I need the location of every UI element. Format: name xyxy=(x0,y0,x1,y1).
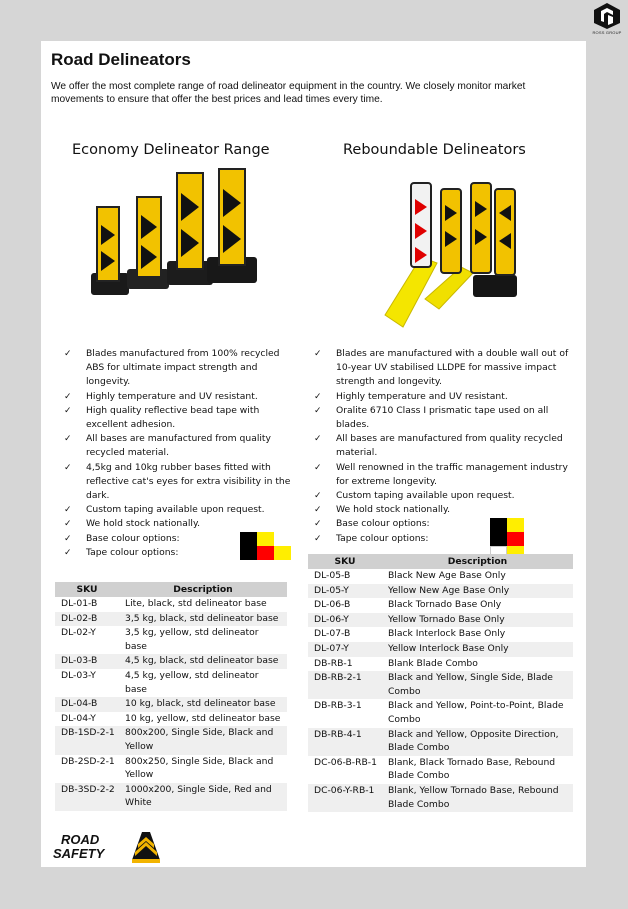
sku-cell: DC-06-Y-RB-1 xyxy=(308,784,382,812)
sku-cell: DL-01-B xyxy=(61,598,98,609)
check-icon: ✓ xyxy=(64,349,72,359)
sku-header: SKU xyxy=(308,554,382,569)
feature-text: All bases are manufactured from quality recycled material. xyxy=(336,433,563,459)
table-header-row xyxy=(308,554,573,569)
brand-logo xyxy=(588,2,626,38)
table-row xyxy=(308,657,573,672)
sku-cell: DL-06-B xyxy=(314,599,351,611)
list-item xyxy=(314,503,579,517)
feature-text: We hold stock nationally. xyxy=(336,504,451,516)
list-item xyxy=(314,532,579,546)
check-icon: ✓ xyxy=(314,519,322,530)
list-item xyxy=(314,432,579,460)
check-icon: ✓ xyxy=(64,391,72,402)
feature-text: Custom taping available upon request. xyxy=(86,504,265,516)
description-cell: Black Tornado Base Only xyxy=(388,599,502,611)
description-cell: Blank Blade Combo xyxy=(388,657,478,669)
list-item xyxy=(314,517,579,531)
check-icon: ✓ xyxy=(314,505,322,516)
table-header-row xyxy=(55,582,287,597)
list-item xyxy=(314,404,579,432)
feature-text: Tape colour options: xyxy=(336,532,429,544)
description-cell: Black Interlock Base Only xyxy=(388,628,506,640)
feature-text: All bases are manufactured from quality recycled material. xyxy=(86,433,271,459)
table-row xyxy=(55,726,287,754)
check-icon: ✓ xyxy=(64,519,72,530)
table-row xyxy=(308,671,573,699)
description-header: Description xyxy=(382,554,573,569)
table-row xyxy=(55,712,287,727)
check-icon: ✓ xyxy=(314,462,322,473)
sku-cell: DL-04-Y xyxy=(61,712,96,724)
base-colour-swatch-black xyxy=(240,532,257,546)
check-icon: ✓ xyxy=(314,349,322,359)
sku-header: SKU xyxy=(55,582,119,597)
table-row xyxy=(55,597,287,612)
description-cell: 10 kg, black, std delineator base xyxy=(119,697,287,712)
sku-cell: DL-04-B xyxy=(55,697,119,712)
tape-colour-swatch-black xyxy=(240,546,257,560)
sku-cell: DC-06-B-RB-1 xyxy=(314,756,377,768)
economy-delineators-image xyxy=(89,165,261,301)
description-cell: Yellow New Age Base Only xyxy=(382,584,573,599)
description-cell: 800x200, Single Side, Black and Yellow xyxy=(119,726,287,754)
feature-text: Well renowned in the traffic management industry for extreme longevity. xyxy=(336,461,568,487)
check-icon: ✓ xyxy=(314,391,322,402)
check-icon: ✓ xyxy=(64,462,72,473)
list-item xyxy=(64,461,294,504)
description-header: Description xyxy=(119,582,287,597)
feature-text: Base colour options: xyxy=(336,518,430,530)
check-icon: ✓ xyxy=(314,491,322,502)
reboundable-sku-table xyxy=(308,554,573,812)
check-icon: ✓ xyxy=(64,405,72,416)
list-item xyxy=(314,489,579,503)
description-cell: Lite, black, std delineator base xyxy=(125,598,267,609)
list-item xyxy=(64,503,294,517)
sku-cell: DL-07-B xyxy=(314,628,351,640)
description-cell: Yellow Tornado Base Only xyxy=(382,613,573,628)
table-row xyxy=(308,756,573,784)
reboundable-heading: Reboundable Delineators xyxy=(343,142,526,158)
page-title: Road Delineators xyxy=(51,50,191,69)
sku-cell: DL-02-B xyxy=(55,612,119,627)
table-row xyxy=(55,669,287,697)
feature-text: We hold stock nationally. xyxy=(86,518,201,530)
check-icon: ✓ xyxy=(64,434,72,445)
table-row xyxy=(308,598,573,613)
brand-text: ROSS GROUP xyxy=(592,30,622,35)
feature-text: Highly temperature and UV resistant. xyxy=(86,390,258,402)
reboundable-delineators-image xyxy=(381,175,541,331)
description-cell: 4,5 kg, yellow, std delineator base xyxy=(125,669,259,695)
sku-cell: DB-RB-2-1 xyxy=(308,671,382,699)
reboundable-feature-list xyxy=(314,347,579,546)
sku-cell: DB-RB-1 xyxy=(314,657,353,669)
feature-text: Blades manufactured from 100% recycled ABS for ultimate impact strength and longevity. xyxy=(86,348,280,388)
feature-text: Blades are manufactured with a double wall out of 10-year UV stabilised LLDPE for massive impact strength and longevity. xyxy=(336,348,569,388)
sku-cell: DL-05-Y xyxy=(308,584,382,599)
sku-cell: DB-3SD-2-2 xyxy=(55,783,119,811)
sku-cell: DL-03-B xyxy=(55,654,119,669)
feature-text: Highly temperature and UV resistant. xyxy=(336,390,508,402)
table-row xyxy=(308,584,573,599)
list-item xyxy=(64,404,294,432)
economy-sku-table xyxy=(55,582,287,811)
logo-line-2: SAFETY xyxy=(53,846,105,861)
road-safety-logo xyxy=(53,830,171,864)
logo-line-1: ROAD xyxy=(61,832,100,847)
list-item xyxy=(64,347,294,390)
table-row xyxy=(308,699,573,727)
description-cell: 4,5 kg, black, std delineator base xyxy=(119,654,287,669)
list-item xyxy=(314,390,579,404)
description-cell: Blank, Black Tornado Base, Rebound Blade Combo xyxy=(388,756,556,782)
feature-text: Oralite 6710 Class I prismatic tape used on all blades. xyxy=(336,404,549,431)
table-row xyxy=(308,627,573,642)
check-icon: ✓ xyxy=(64,533,72,544)
base-colour-swatch-yellow xyxy=(257,532,274,546)
table-row xyxy=(55,626,287,654)
list-item xyxy=(64,517,294,531)
check-icon: ✓ xyxy=(314,405,322,416)
feature-text: Tape colour options: xyxy=(86,546,179,558)
description-cell: Black and Yellow, Opposite Direction, Blade Combo xyxy=(382,728,573,756)
table-row xyxy=(55,612,287,627)
feature-text: High quality reflective bead tape with excellent adhesion. xyxy=(86,404,260,431)
document-page xyxy=(41,41,586,867)
sku-cell: DB-RB-4-1 xyxy=(308,728,382,756)
description-cell: Black and Yellow, Single Side, Blade Combo xyxy=(382,671,573,699)
sku-cell: DL-06-Y xyxy=(308,613,382,628)
description-cell: Black and Yellow, Point-to-Point, Blade Combo xyxy=(388,700,564,725)
sku-cell: DL-03-Y xyxy=(61,669,96,681)
intro-paragraph: We offer the most complete range of road delineator equipment in the country. We closely monitor market movements to ensure that offer the best prices and lead times every time. xyxy=(51,81,526,105)
economy-feature-list xyxy=(64,347,294,560)
sku-cell: DB-2SD-2-1 xyxy=(61,755,115,767)
check-icon: ✓ xyxy=(314,533,322,544)
table-row xyxy=(55,697,287,712)
description-cell: 800x250, Single Side, Black and Yellow xyxy=(125,755,274,781)
base-colour-swatch-yellow xyxy=(507,518,524,532)
description-cell: 3,5 kg, black, std delineator base xyxy=(119,612,287,627)
chevron-barrier-icon xyxy=(128,830,164,864)
description-cell: Black New Age Base Only xyxy=(388,570,506,581)
list-item xyxy=(314,461,579,489)
feature-text: 4,5kg and 10kg rubber bases fitted with reflective cat's eyes for extra visibility in the dark. xyxy=(86,461,291,502)
sku-cell: DL-07-Y xyxy=(308,642,382,657)
description-cell: 1000x200, Single Side, Red and White xyxy=(119,783,287,811)
tape-colour-swatch-red xyxy=(507,532,524,546)
table-row xyxy=(55,654,287,669)
feature-text: Base colour options: xyxy=(86,532,180,544)
description-cell: 10 kg, yellow, std delineator base xyxy=(125,712,281,724)
check-icon: ✓ xyxy=(64,505,72,516)
table-row xyxy=(308,642,573,657)
sku-cell: DB-1SD-2-1 xyxy=(55,726,119,754)
sku-cell: DL-02-Y xyxy=(61,627,96,639)
description-cell: Blank, Yellow Tornado Base, Rebound Blade Combo xyxy=(382,784,573,812)
description-cell: Yellow Interlock Base Only xyxy=(382,642,573,657)
tape-colour-swatch-red xyxy=(257,546,274,560)
feature-text: Custom taping available upon request. xyxy=(336,490,515,502)
tape-colour-swatch-black xyxy=(490,532,507,546)
sku-cell: DL-05-B xyxy=(314,570,351,581)
table-row xyxy=(308,784,573,812)
sku-cell: DB-RB-3-1 xyxy=(314,700,362,712)
table-row xyxy=(55,755,287,783)
check-icon: ✓ xyxy=(314,434,322,445)
table-row xyxy=(308,569,573,584)
table-row xyxy=(55,783,287,811)
check-icon: ✓ xyxy=(64,547,72,558)
table-row xyxy=(308,728,573,756)
economy-heading: Economy Delineator Range xyxy=(72,142,270,158)
tape-colour-swatch-yellow xyxy=(274,546,291,560)
cube-logo-icon xyxy=(592,2,622,30)
list-item xyxy=(64,432,294,460)
list-item xyxy=(314,347,579,390)
description-cell: 3,5 kg, yellow, std delineator base xyxy=(125,627,259,652)
table-row xyxy=(308,613,573,628)
base-colour-swatch-black xyxy=(490,518,507,532)
list-item xyxy=(64,390,294,404)
